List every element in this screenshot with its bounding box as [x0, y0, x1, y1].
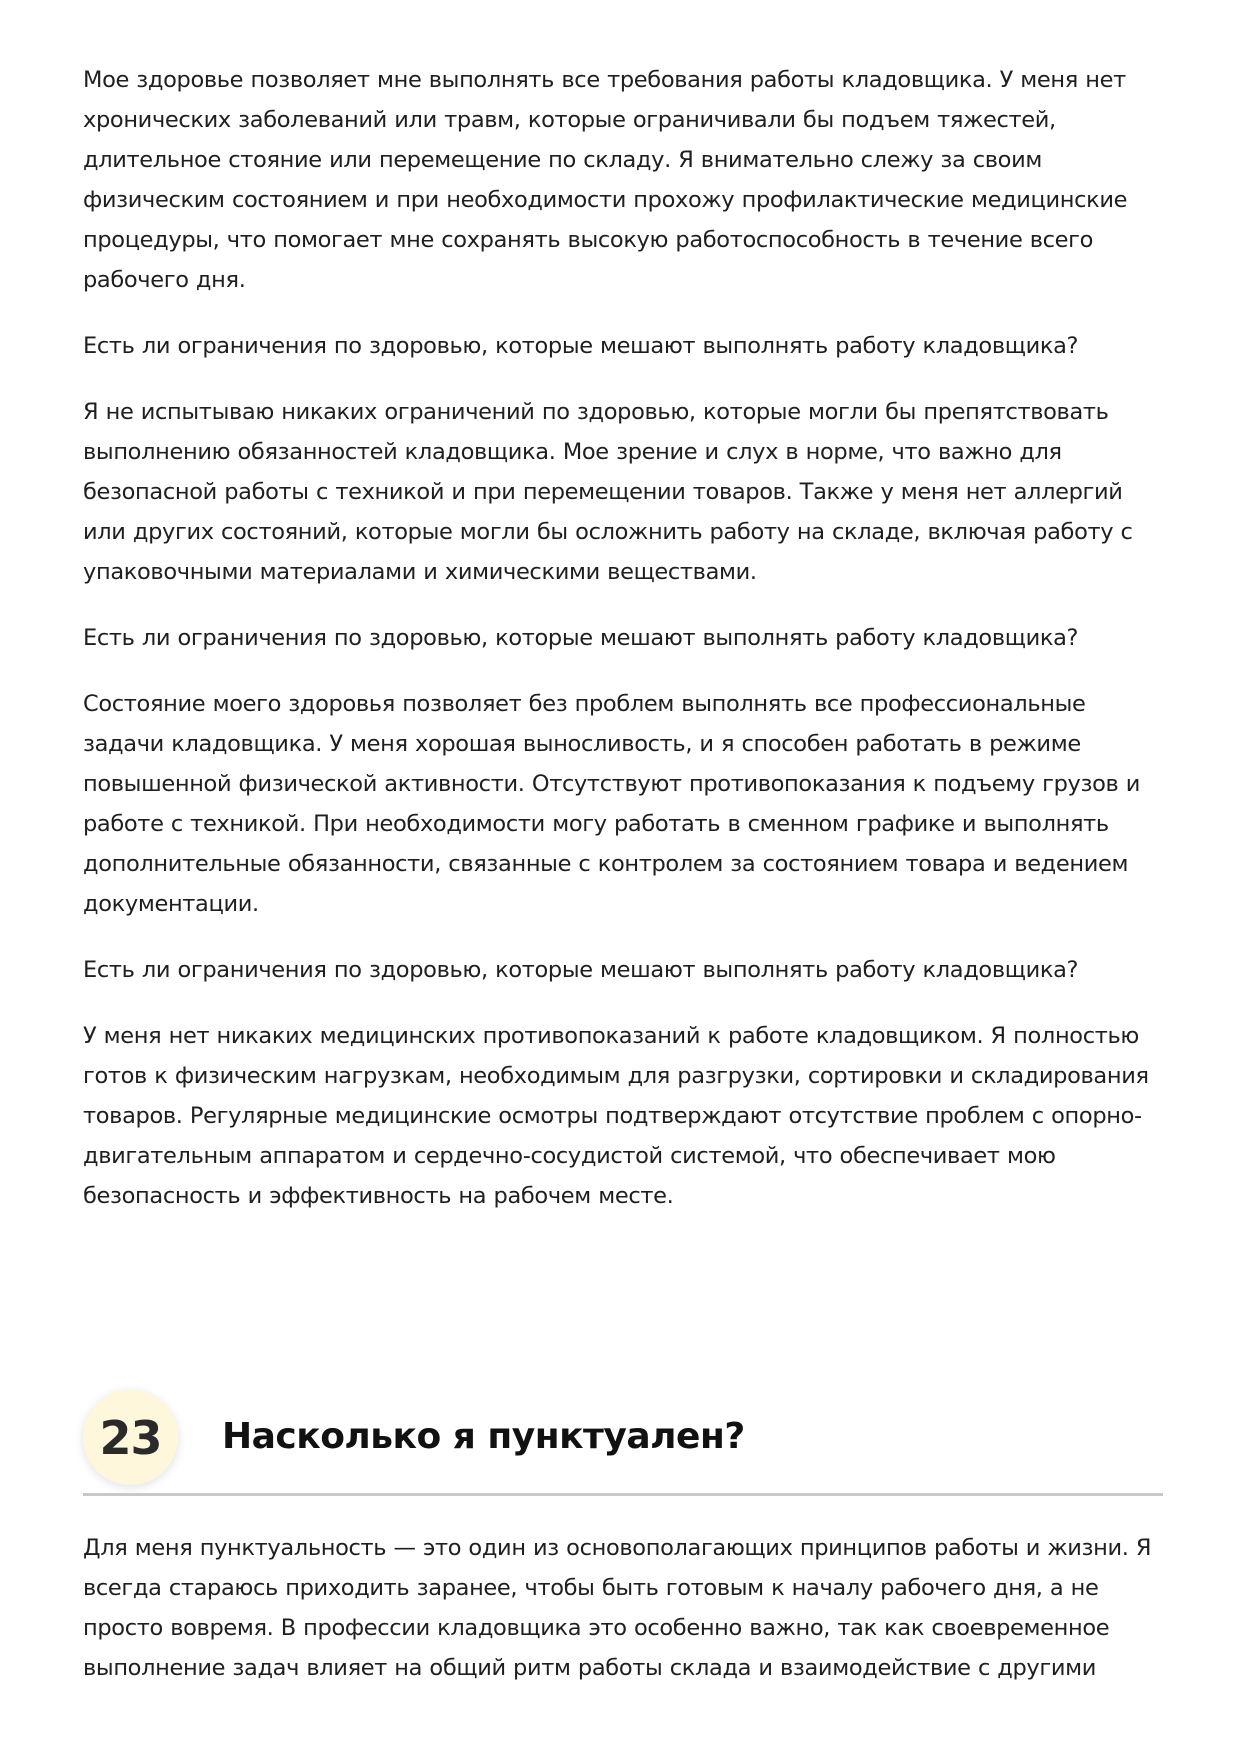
section-number-badge: 23 — [83, 1390, 178, 1485]
document-body — [83, 60, 1163, 1242]
question-text: Есть ли ограничения по здоровью, которые мешают выполнять работу кладовщика? — [83, 957, 1079, 983]
answer-paragraph: Я не испытываю никаких ограничений по здоровью, которые могли бы препятствовать выполнению обязанностей кладовщика. Мое зрение и слух в норме, что важно для безопасной работы с техникой и при перемещении товаров. Также у меня нет аллергий или других состояний, которые могли бы осложнить работу на складе, включая работу с упаковочными материалами и химическими веществами. — [83, 399, 1133, 585]
section-header — [83, 1390, 1163, 1490]
answer-paragraph: У меня нет никаких медицинских противопоказаний к работе кладовщиком. Я полностью готов к физическим нагрузкам, необходимым для разгрузки, сортировки и складирования товаров. Регулярные медицинские осмотры подтверждают отсутствие проблем с опорно-двигательным аппаратом и сердечно-сосудистой системой, что обеспечивает мою безопасность и эффективность на рабочем месте. — [83, 1023, 1149, 1209]
question-text: Есть ли ограничения по здоровью, которые мешают выполнять работу кладовщика? — [83, 625, 1079, 651]
section-body — [83, 1528, 1163, 1714]
answer-paragraph: Состояние моего здоровья позволяет без проблем выполнять все профессиональные задачи кладовщика. У меня хорошая выносливость, и я способен работать в режиме повышенной физической активности. Отсутствуют противопоказания к подъему грузов и работе с техникой. При необходимости могу работать в сменном графике и выполнять дополнительные обязанности, связанные с контролем за состоянием товара и ведением документации. — [83, 691, 1141, 917]
question-text: Есть ли ограничения по здоровью, которые мешают выполнять работу кладовщика? — [83, 333, 1079, 359]
section-title: Насколько я пунктуален? — [222, 1416, 745, 1457]
answer-paragraph: Мое здоровье позволяет мне выполнять все требования работы кладовщика. У меня нет хронических заболеваний или травм, которые ограничивали бы подъем тяжестей, длительное стояние или перемещение по складу. Я внимательно слежу за своим физическим состоянием и при необходимости прохожу профилактические медицинские процедуры, что помогает мне сохранять высокую работоспособность в течение всего рабочего дня. — [83, 67, 1128, 293]
section-divider — [83, 1493, 1163, 1496]
section-paragraph: Для меня пунктуальность — это один из основополагающих принципов работы и жизни. Я всегда стараюсь приходить заранее, чтобы быть готовым к началу рабочего дня, а не просто вовремя. В профессии кладовщика это особенно важно, так как своевременное выполнение задач влияет на общий ритм работы склада и взаимодействие с другими — [83, 1535, 1152, 1681]
